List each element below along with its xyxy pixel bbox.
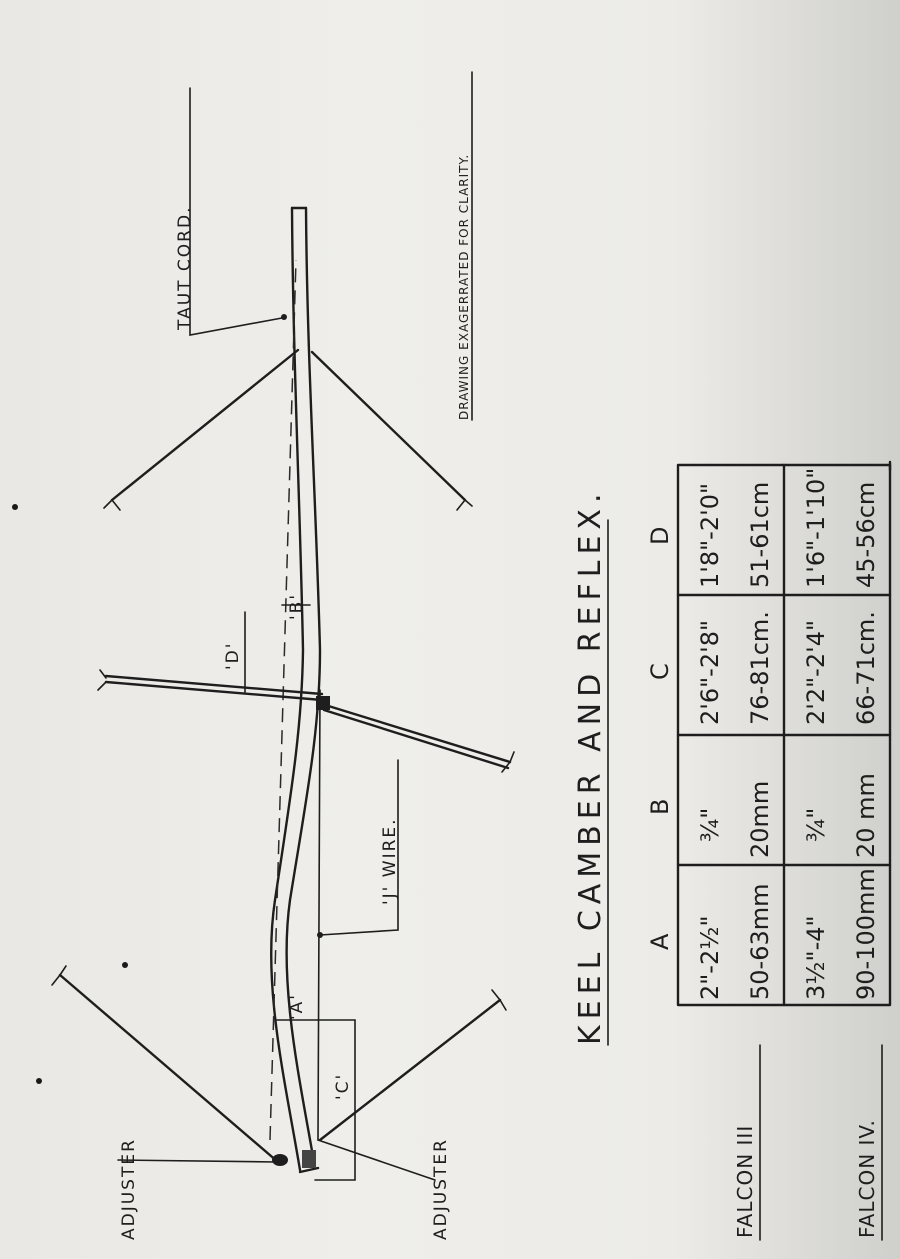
rear-upper-wire [112, 350, 298, 500]
wire-end-mark [98, 670, 106, 690]
table-cell: 76-81cm. [746, 611, 774, 725]
adjuster-leader-2 [318, 1140, 435, 1180]
leader-dot [281, 314, 287, 320]
table-col-header: A [646, 933, 674, 950]
table-cell: 3½"-4" [802, 915, 830, 1000]
adjuster-fitting [272, 1154, 288, 1166]
table-cell: 2"-2½" [696, 915, 724, 1000]
keel-nose-cap [300, 1168, 318, 1172]
wire-end-mark [492, 990, 506, 1010]
table-col-header: D [646, 526, 674, 545]
front-lower-wire [320, 1000, 500, 1140]
adjuster-label-1: ADJUSTER [119, 1138, 139, 1240]
wire-end-mark [104, 500, 120, 510]
table-cell: ¾" [696, 807, 724, 842]
wire-end-mark [52, 966, 66, 985]
table-col-header: C [646, 663, 674, 680]
front-upper-wire [60, 975, 278, 1162]
dim-b-label: 'B' [287, 592, 307, 620]
keel-lower-edge [287, 208, 320, 1168]
row-label-falcon-iii: FALCON III [733, 1124, 757, 1238]
dim-c-label: 'C' [333, 1072, 353, 1100]
taut-cord-leader [190, 88, 282, 335]
adjuster-label-2: ADJUSTER [431, 1138, 451, 1240]
table-cell: 20 mm [852, 773, 880, 858]
table-cell: 45-56cm [852, 481, 880, 588]
table-cell: 51-61cm [746, 481, 774, 588]
table-cell: ¾" [802, 807, 830, 842]
dim-d-label: 'D' [223, 641, 243, 670]
adjuster-leader-1 [118, 1160, 276, 1162]
table-cell: 20mm [746, 780, 774, 858]
table-col-header: B [646, 798, 674, 815]
table-cell: 1'8"-2'0" [696, 482, 724, 588]
taut-cord-label: TAUT CORD. [175, 205, 195, 330]
dim-a-label: 'A' [287, 993, 307, 1020]
row-label-falcon-iv: FALCON IV. [855, 1119, 879, 1238]
leader-dot [317, 932, 323, 938]
table-cell: 1'6"-1'10" [802, 467, 830, 588]
table-cell: 66-71cm. [852, 611, 880, 725]
table-cell: 2'6"-2'8" [696, 619, 724, 725]
table-cell: 50-63mm [746, 883, 774, 1000]
diagram-title: KEEL CAMBER AND REFLEX. [573, 487, 608, 1045]
table-cell: 2'2"-2'4" [802, 619, 830, 725]
rear-lower-wire [312, 352, 465, 500]
j-wire-line [318, 690, 320, 1140]
kingpost-fitting [316, 696, 330, 710]
drawing-note: DRAWING EXAGERRATED FOR CLARITY. [457, 153, 471, 420]
control-wire-2 [324, 710, 508, 768]
wire-end-mark [457, 500, 472, 510]
j-wire-label: 'J' WIRE. [380, 817, 400, 905]
control-wire [322, 704, 510, 762]
table-cell: 90-100mm [852, 868, 880, 1000]
nose-fitting [302, 1150, 316, 1168]
